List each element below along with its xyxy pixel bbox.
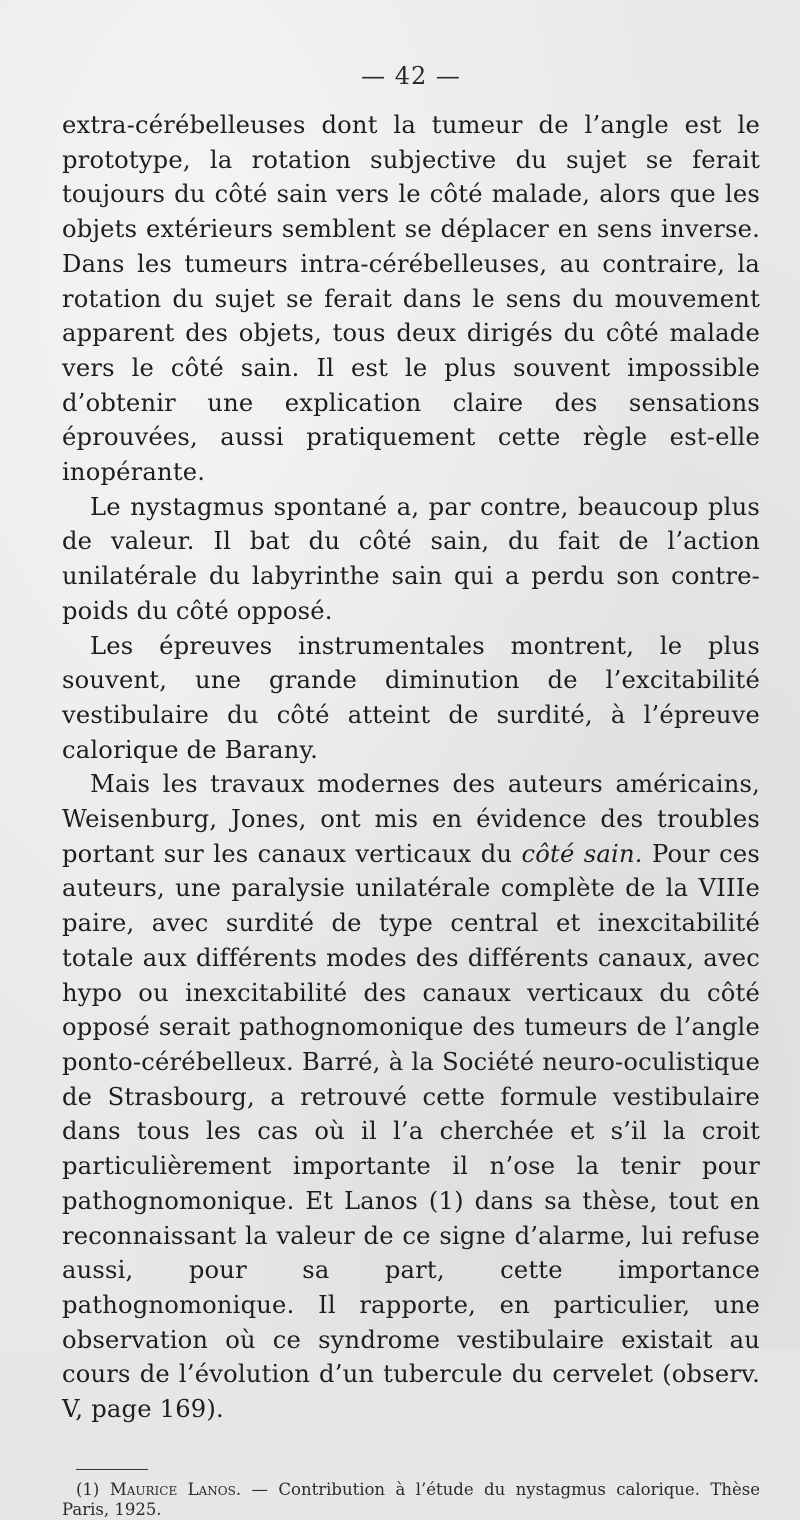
paragraph-4 [62, 767, 760, 1426]
paragraph-4-part-2: Pour ces auteurs, une paralysie unilatérale complète de la VIIIe paire, avec surdité de type central et inexcitabilité totale aux différents modes des différents canaux, avec hypo ou inexcitabilité des canaux verticaux du côté opposé serait pathognomonique des tumeurs de l’angle ponto-cérébelleux. Barré, à la Société neuro-oculistique de Strasbourg, a retrouvé cette formule vestibulaire dans tous les cas où il l’a cherchée et s’il la croit particulièrement importante il n’ose la tenir pour pathognomonique. Et Lanos (1) dans sa thèse, tout en reconnaissant la valeur de ce signe d’alarme, lui refuse aussi, pour sa part, cette importance pathognomonique. Il rapporte, en particulier, une observation où ce syndrome vestibulaire existait au cours de l’évolution d’un tubercule du cervelet (observ. V, page 169). [62, 839, 761, 1424]
paragraph-4-emphasis: côté sain. [521, 839, 643, 868]
body-text [62, 108, 760, 1427]
footnote [62, 1480, 760, 1520]
paragraph-3: Les épreuves instrumentales montrent, le plus souvent, une grande diminution de l’excitabilité vestibulaire du côté atteint de surdité, à l’épreuve calorique de Barany. [62, 631, 760, 764]
paragraph-2: Le nystagmus spontané a, par contre, beaucoup plus de valeur. Il bat du côté sain, du fait de l’action unilatérale du labyrinthe sain qui a perdu son contre-poids du côté opposé. [62, 492, 760, 625]
footnote-text: — Contribution à l’étude du nystagmus calorique. Thèse Paris, 1925. [62, 1479, 760, 1519]
footnote-author: Maurice Lanos. [109, 1479, 242, 1499]
footnote-marker: (1) [76, 1479, 100, 1499]
paragraph-1: extra-cérébelleuses dont la tumeur de l’angle est le prototype, la rotation subjective du sujet se ferait toujours du côté sain vers le côté malade, alors que les objets extérieurs semblent se déplacer en sens inverse. Dans les tumeurs intra-cérébelleuses, au contraire, la rotation du sujet se ferait dans le sens du mouvement apparent des objets, tous deux dirigés du côté malade vers le côté sain. Il est le plus souvent impossible d’obtenir une explication claire des sensations éprouvées, aussi pratiquement cette règle est-elle inopérante. [62, 111, 760, 487]
page-number: — 42 — [361, 62, 461, 90]
footnote-rule [76, 1469, 148, 1470]
paragraph-4-part-1: Mais les travaux modernes des auteurs américains, Weisenburg, Jones, ont mis en évidence des troubles portant sur les canaux verticaux du [62, 770, 760, 868]
